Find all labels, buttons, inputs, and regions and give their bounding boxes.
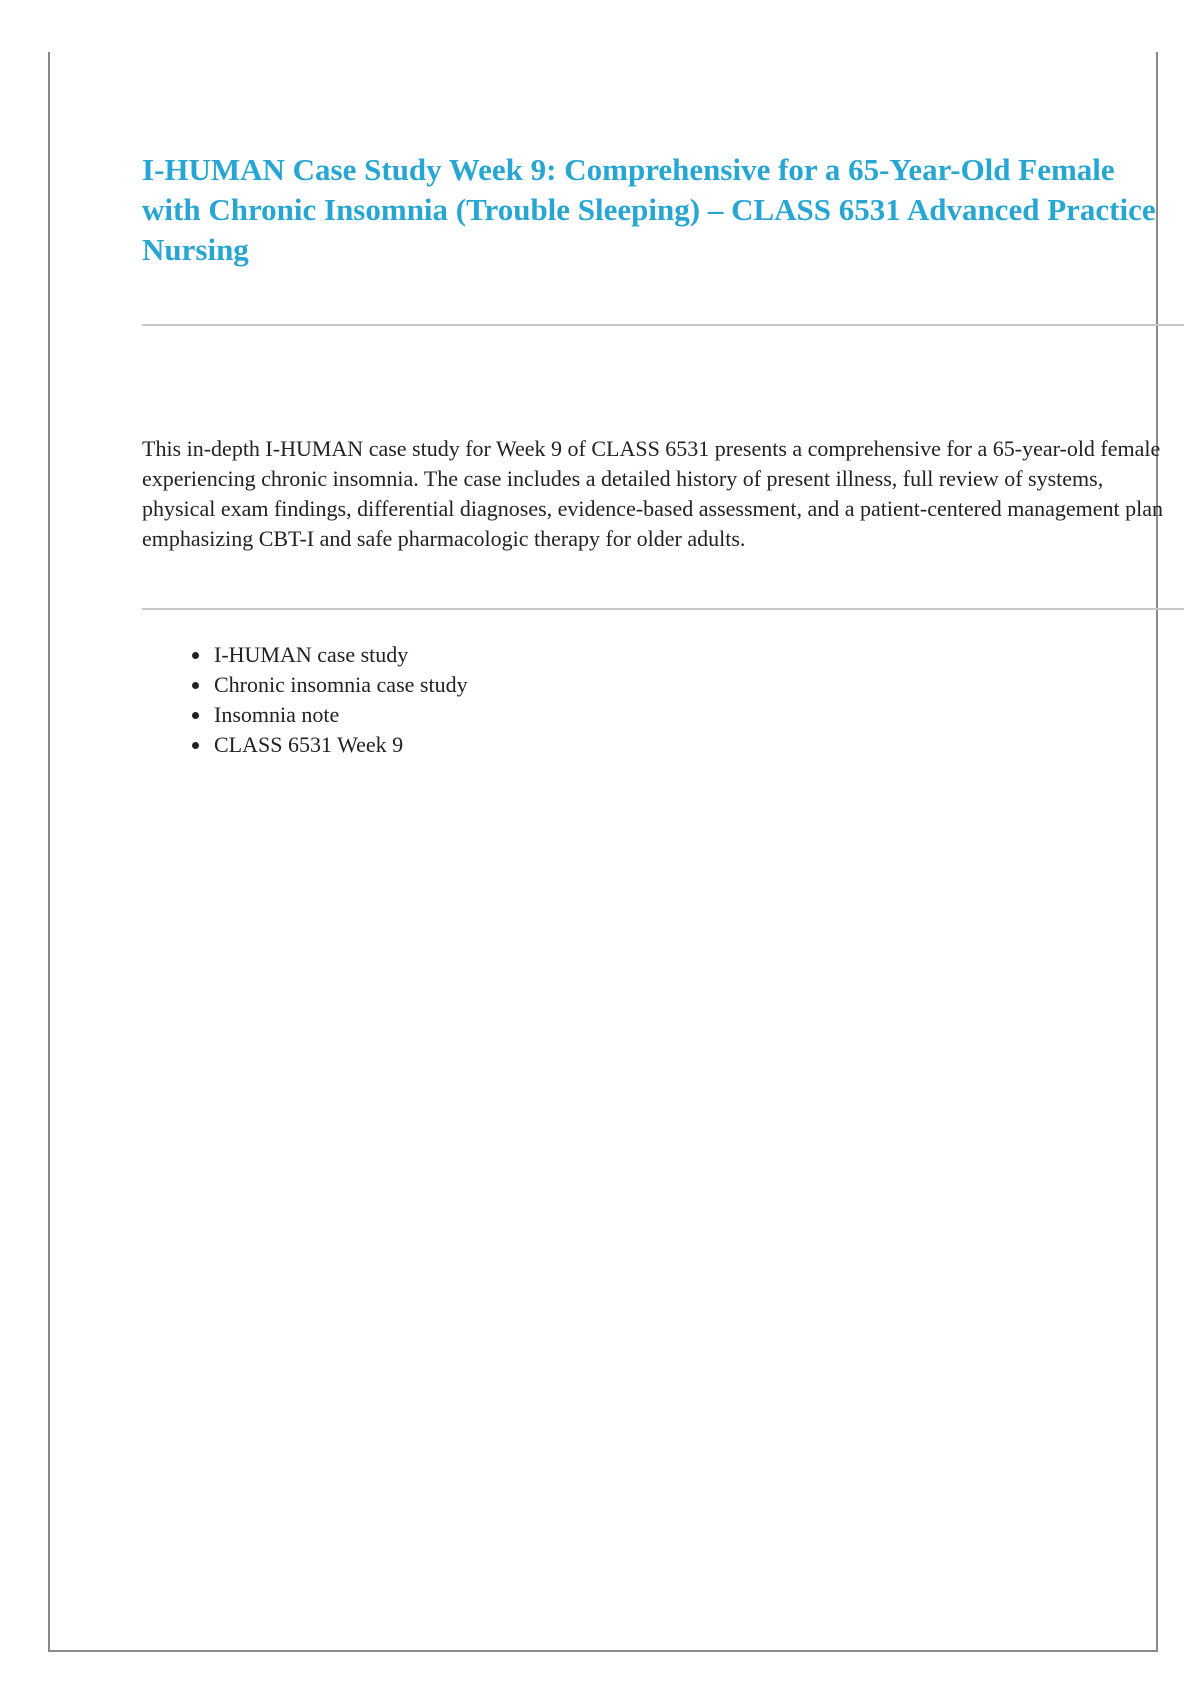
tag-item: • CLASS 6531 Week 9 — [212, 730, 1180, 760]
tag-item: • I-HUMAN case study — [212, 640, 1180, 670]
document-content — [142, 150, 1180, 760]
top-divider — [142, 324, 1184, 326]
bottom-divider — [142, 608, 1184, 610]
document-title: I-HUMAN Case Study Week 9: Comprehensive for a 65-Year-Old Female with Chronic Insomnia (Trouble Sleeping) – CLASS 6531 Advanced Practice Nursing — [142, 152, 1156, 267]
tag-item: • Insomnia note — [212, 700, 1180, 730]
tag-item: • Chronic insomnia case study — [212, 670, 1180, 700]
document-summary: This in-depth I-HUMAN case study for Week 9 of CLASS 6531 presents a comprehensive for a 65-year-old female experiencing chronic insomnia. The case includes a detailed history of present illness, full review of systems, physical exam findings, differential diagnoses, evidence-based assessment, and a patient-centered management plan emphasizing CBT-I and safe pharmacologic therapy for older adults. — [142, 436, 1164, 551]
tag-list — [142, 640, 1180, 760]
